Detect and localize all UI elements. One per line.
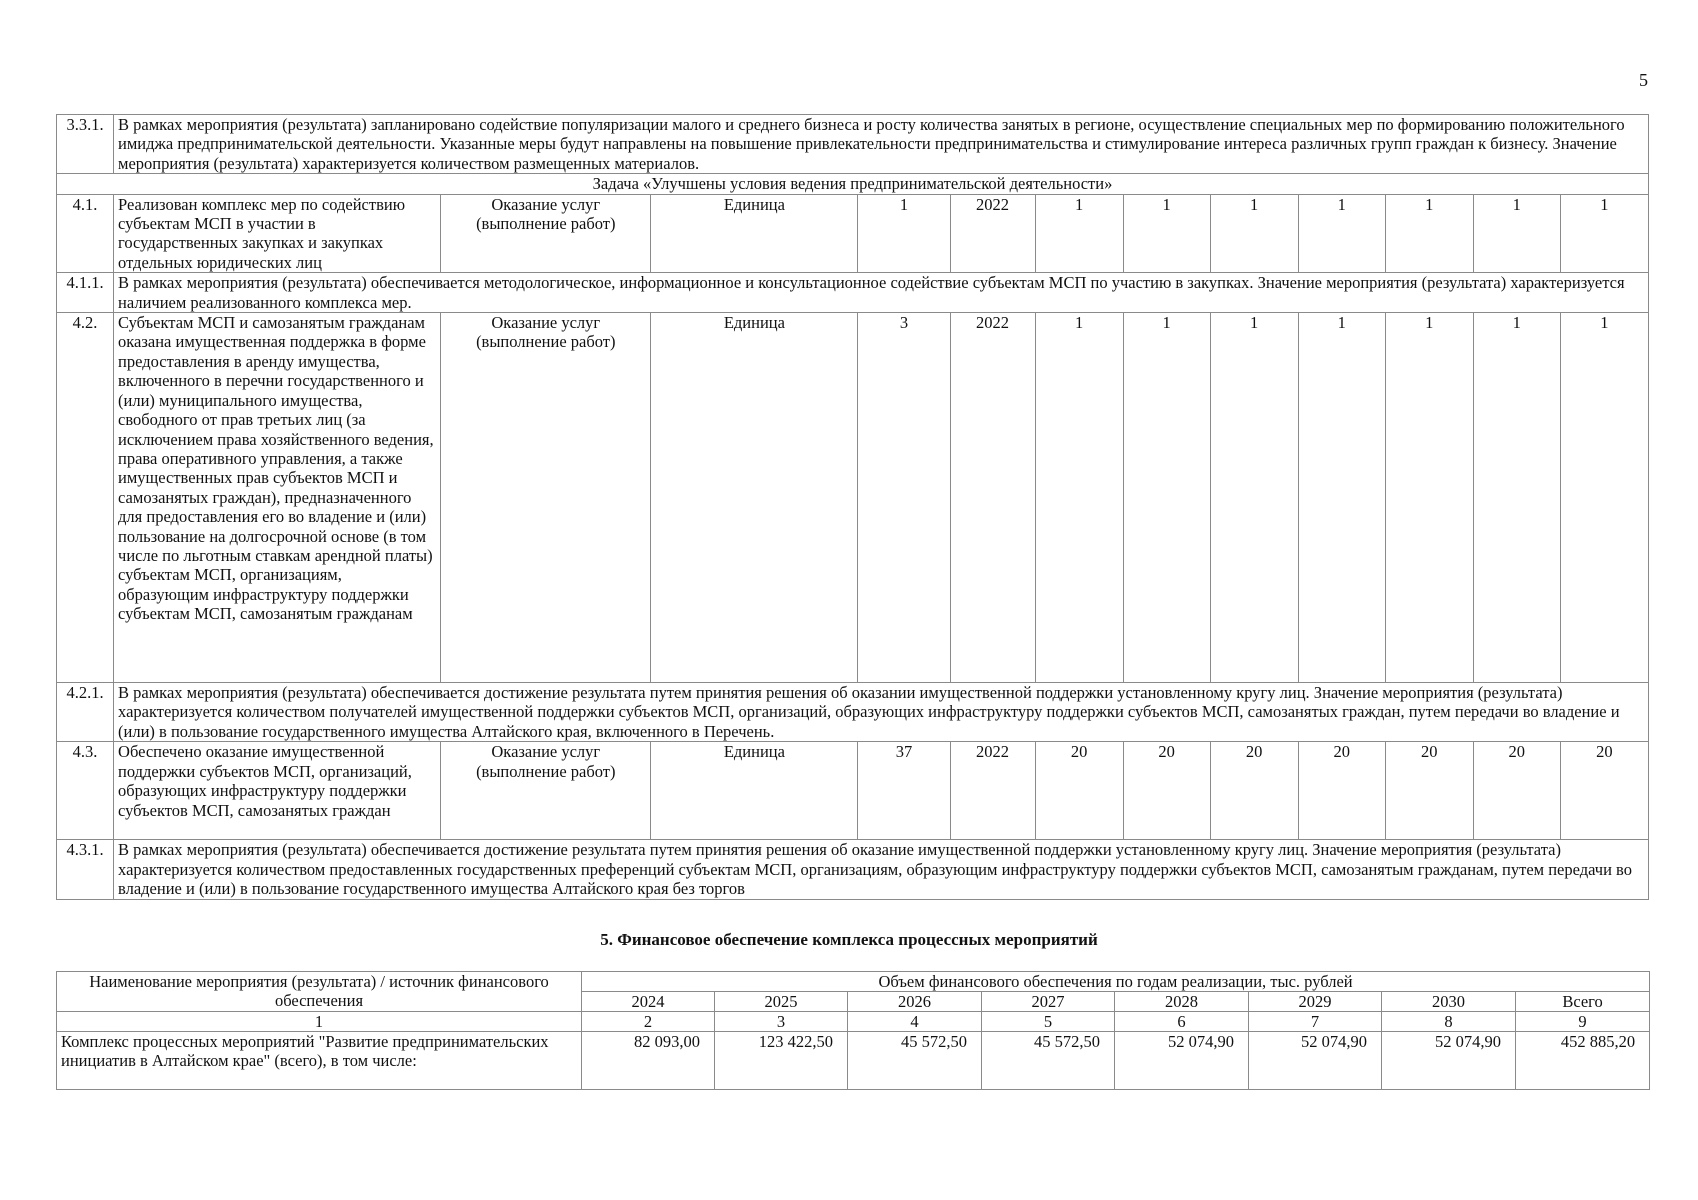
- row-id: 4.1.1.: [57, 273, 114, 313]
- row-description: В рамках мероприятия (результата) обеспечивается достижение результата путем принятия решения об оказании имущественной поддержки установленному кругу лиц. Значение мероприятия (результата) характеризуется количеством получателей имущественной поддержки субъектов МСП, организаций, образующих инфраструктуру поддержки субъектов МСП, самозанятых граждан, путем передачи во владение и (или) в пользование государственного имущества Алтайского края, включенного в Перечень.: [114, 683, 1649, 742]
- base-value: 3: [858, 313, 950, 683]
- year-value: 1: [1123, 313, 1210, 683]
- year-value: 1: [1385, 194, 1473, 273]
- column-numbers-row: [57, 1012, 1650, 1032]
- year-value: 20: [1298, 742, 1385, 840]
- table-row: [57, 840, 1649, 899]
- year-header: 2025: [715, 992, 848, 1012]
- base-year: 2022: [950, 194, 1035, 273]
- name-header: Наименование мероприятия (результата) / источник финансового обеспечения: [57, 972, 582, 1012]
- year-value: 20: [1035, 742, 1123, 840]
- year-header: 2026: [848, 992, 982, 1012]
- year-header: 2029: [1249, 992, 1382, 1012]
- volume-header: Объем финансового обеспечения по годам реализации, тыс. рублей: [582, 972, 1650, 992]
- column-number: 1: [57, 1012, 582, 1032]
- table-row: [57, 115, 1649, 174]
- amount-cell: 45 572,50: [982, 1032, 1115, 1090]
- column-number: 9: [1516, 1012, 1650, 1032]
- column-number: 3: [715, 1012, 848, 1032]
- page-number: 5: [1639, 70, 1648, 90]
- table-row: [57, 194, 1649, 273]
- result-name: Субъектам МСП и самозанятым гражданам оказана имущественная поддержка в форме предоставления в аренду имущества, включенного в перечни государственного и (или) муниципального имущества, свободного от прав третьих лиц (за исключением права хозяйственного ведения, права оперативного управления, а также имущественных прав субъектов МСП и самозанятых граждан), предназначенного для предоставления его во владение и (или) пользование на долгосрочной основе (в том числе по льготным ставкам арендной платы) субъектам МСП, организациям, образующим инфраструктуру поддержки субъектам МСП, самозанятым гражданам: [114, 313, 441, 683]
- year-value: 20: [1210, 742, 1298, 840]
- year-value: 1: [1560, 313, 1648, 683]
- task-header: Задача «Улучшены условия ведения предпринимательской деятельности»: [57, 174, 1649, 194]
- base-value: 1: [858, 194, 950, 273]
- year-value: 1: [1298, 313, 1385, 683]
- amount-cell: 45 572,50: [848, 1032, 982, 1090]
- task-header-row: [57, 174, 1649, 194]
- row-id: 4.1.: [57, 194, 114, 273]
- year-value: 20: [1123, 742, 1210, 840]
- unit: Единица: [651, 742, 858, 840]
- table-row: [57, 313, 1649, 683]
- year-value: 20: [1385, 742, 1473, 840]
- row-description: В рамках мероприятия (результата) запланировано содействие популяризации малого и среднего бизнеса и росту количества занятых в регионе, осуществление специальных мер по формированию положительного имиджа предпринимательской деятельности. Указанные меры будут направлены на повышение привлекательности предпринимательства и стимулирование интереса различных групп граждан к бизнесу. Значение мероприятия (результата) характеризуется количеством размещенных материалов.: [114, 115, 1649, 174]
- year-value: 1: [1385, 313, 1473, 683]
- table-row: [57, 683, 1649, 742]
- row-id: 4.3.: [57, 742, 114, 840]
- total-header: Всего: [1516, 992, 1650, 1012]
- header-row: [57, 972, 1650, 992]
- year-header: 2024: [582, 992, 715, 1012]
- year-value: 1: [1035, 194, 1123, 273]
- row-id: 4.2.: [57, 313, 114, 683]
- year-header: 2027: [982, 992, 1115, 1012]
- result-name: Обеспечено оказание имущественной поддержки субъектов МСП, организаций, образующих инфраструктуру поддержки субъектов МСП, самозанятых граждан: [114, 742, 441, 840]
- amount-cell: 52 074,90: [1115, 1032, 1249, 1090]
- year-value: 1: [1473, 194, 1560, 273]
- year-value: 20: [1473, 742, 1560, 840]
- table-row: [57, 273, 1649, 313]
- section-title: 5. Финансовое обеспечение комплекса процессных мероприятий: [600, 930, 1098, 949]
- year-value: 1: [1298, 194, 1385, 273]
- total-cell: 452 885,20: [1516, 1032, 1650, 1090]
- year-value: 1: [1035, 313, 1123, 683]
- column-number: 5: [982, 1012, 1115, 1032]
- unit: Единица: [651, 313, 858, 683]
- result-type: Оказание услуг (выполнение работ): [441, 194, 651, 273]
- row-id: 4.2.1.: [57, 683, 114, 742]
- table-row: [57, 742, 1649, 840]
- financing-table: [56, 971, 1650, 1090]
- amount-cell: 82 093,00: [582, 1032, 715, 1090]
- column-number: 4: [848, 1012, 982, 1032]
- year-value: 1: [1123, 194, 1210, 273]
- result-type: Оказание услуг (выполнение работ): [441, 313, 651, 683]
- result-type: Оказание услуг (выполнение работ): [441, 742, 651, 840]
- base-value: 37: [858, 742, 950, 840]
- row-id: 3.3.1.: [57, 115, 114, 174]
- year-header: 2030: [1382, 992, 1516, 1012]
- column-number: 7: [1249, 1012, 1382, 1032]
- unit: Единица: [651, 194, 858, 273]
- result-name: Реализован комплекс мер по содействию субъектам МСП в участии в государственных закупках и закупках отдельных юридических лиц: [114, 194, 441, 273]
- year-value: 1: [1210, 194, 1298, 273]
- table-row: [57, 1032, 1650, 1090]
- year-value: 1: [1210, 313, 1298, 683]
- amount-cell: 52 074,90: [1249, 1032, 1382, 1090]
- column-number: 6: [1115, 1012, 1249, 1032]
- column-number: 2: [582, 1012, 715, 1032]
- year-header: 2028: [1115, 992, 1249, 1012]
- column-number: 8: [1382, 1012, 1516, 1032]
- row-description: В рамках мероприятия (результата) обеспечивается методологическое, информационное и консультационное содействие субъектам МСП по участию в закупках. Значение мероприятия (результата) характеризуется наличием реализованного комплекса мер.: [114, 273, 1649, 313]
- year-value: 20: [1560, 742, 1648, 840]
- year-value: 1: [1560, 194, 1648, 273]
- row-id: 4.3.1.: [57, 840, 114, 899]
- year-value: 1: [1473, 313, 1560, 683]
- base-year: 2022: [950, 742, 1035, 840]
- amount-cell: 123 422,50: [715, 1032, 848, 1090]
- row-description: В рамках мероприятия (результата) обеспечивается достижение результата путем принятия решения об оказание имущественной поддержки установленному кругу лиц. Значение мероприятия (результата) характеризуется количеством предоставленных государственных преференций субъектам МСП, организациям, образующим инфраструктуру поддержки субъектов МСП, самозанятым гражданам, путем передачи во владение и (или) в пользование государственного имущества Алтайского края без торгов: [114, 840, 1649, 899]
- program-name: Комплекс процессных мероприятий "Развитие предпринимательских инициатив в Алтайском крае" (всего), в том числе:: [57, 1032, 582, 1090]
- amount-cell: 52 074,90: [1382, 1032, 1516, 1090]
- results-table: [56, 114, 1649, 900]
- base-year: 2022: [950, 313, 1035, 683]
